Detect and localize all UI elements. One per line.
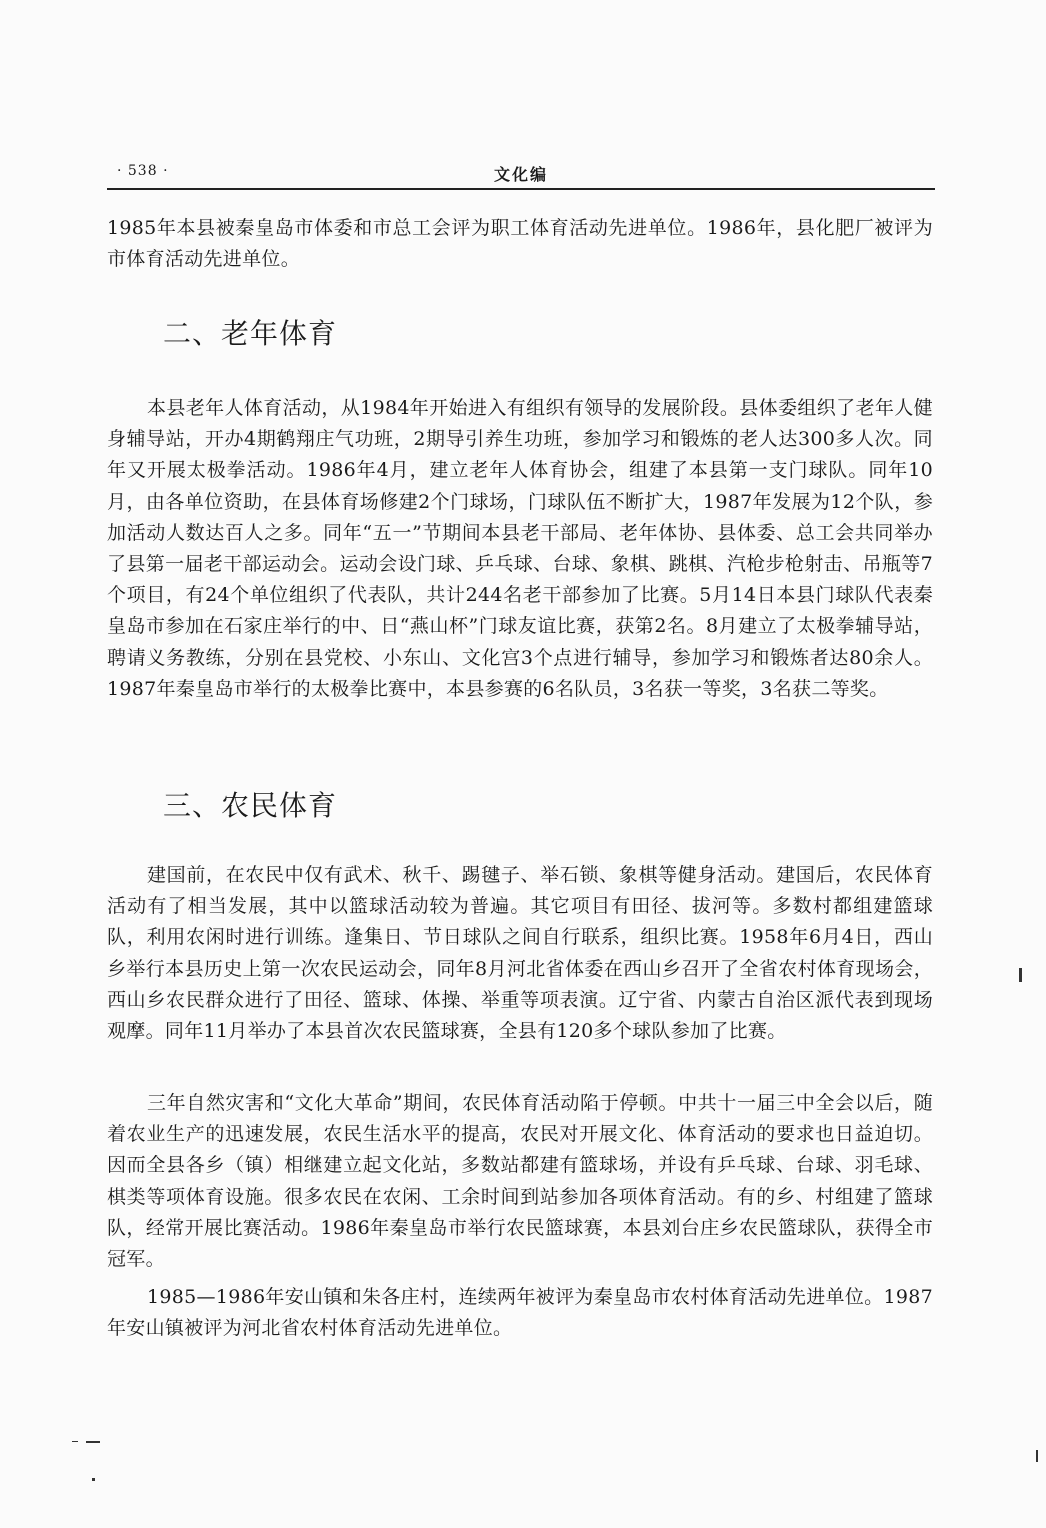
page-number: · 538 ·: [117, 163, 169, 179]
scan-mark: [1036, 1450, 1038, 1462]
intro-paragraph: 1985年本县被秦皇岛市体委和市总工会评为职工体育活动先进单位。1986年，县化肥厂被评为市体育活动先进单位。: [107, 217, 933, 271]
scan-mark: [92, 1478, 95, 1481]
page-header: [107, 160, 935, 190]
scan-mark: [72, 1441, 78, 1442]
running-head: 文化编: [493, 165, 548, 184]
section-heading-farmers: 三、农民体育: [163, 789, 338, 822]
section-heading-elderly: 二、老年体育: [163, 317, 338, 350]
paragraph-farmers-2: 三年自然灾害和“文化大革命”期间，农民体育活动陷于停顿。中共十一届三中全会以后，随着农业生产的迅速发展，农民生活水平的提高，农民对开展文化、体育活动的要求也日益迫切。因而全县各乡（镇）相继建立起文化站，多数站都建有篮球场，并设有乒乓球、台球、羽毛球、棋类等项体育设施。很多农民在农闲、工余时间到站参加各项体育活动。有的乡、村组建了篮球队，经常开展比赛活动。1986年秦皇岛市举行农民篮球赛，本县刘台庄乡农民篮球队，获得全市冠军。: [107, 1092, 933, 1271]
paragraph-elderly: 本县老年人体育活动，从1984年开始进入有组织有领导的发展阶段。县体委组织了老年人健身辅导站，开办4期鹤翔庄气功班，2期导引养生功班，参加学习和锻炼的老人达300多人次。同年又开展太极拳活动。1986年4月，建立老年人体育协会，组建了本县第一支门球队。同年10月，由各单位资助，在县体育场修建2个门球场，门球队伍不断扩大，1987年发展为12个队，参加活动人数达百人之多。同年“五一”节期间本县老干部局、老年体协、县体委、总工会共同举办了县第一届老干部运动会。运动会设门球、乒乓球、台球、象棋、跳棋、汽枪步枪射击、吊瓶等7个项目，有24个单位组织了代表队，共计244名老干部参加了比赛。5月14日本县门球队代表秦皇岛市参加在石家庄举行的中、日“燕山杯”门球友谊比赛，获第2名。8月建立了太极拳辅导站，聘请义务教练，分别在县党校、小东山、文化宫3个点进行辅导，参加学习和锻炼者达80余人。1987年秦皇岛市举行的太极拳比赛中，本县参赛的6名队员，3名获一等奖，3名获二等奖。: [107, 397, 933, 700]
scan-mark: [86, 1441, 100, 1443]
scan-mark: [1019, 968, 1022, 982]
paragraph-farmers-3: 1985—1986年安山镇和朱各庄村，连续两年被评为秦皇岛市农村体育活动先进单位。1987年安山镇被评为河北省农村体育活动先进单位。: [107, 1286, 933, 1340]
paragraph-farmers-1: 建国前，在农民中仅有武术、秋千、踢毽子、举石锁、象棋等健身活动。建国后，农民体育活动有了相当发展，其中以篮球活动较为普遍。其它项目有田径、拔河等。多数村都组建篮球队，利用农闲时进行训练。逢集日、节日球队之间自行联系，组织比赛。1958年6月4日，西山乡举行本县历史上第一次农民运动会，同年8月河北省体委在西山乡召开了全省农村体育现场会，西山乡农民群众进行了田径、篮球、体操、举重等项表演。辽宁省、内蒙古自治区派代表到现场观摩。同年11月举办了本县首次农民篮球赛，全县有120多个球队参加了比赛。: [107, 864, 933, 1043]
